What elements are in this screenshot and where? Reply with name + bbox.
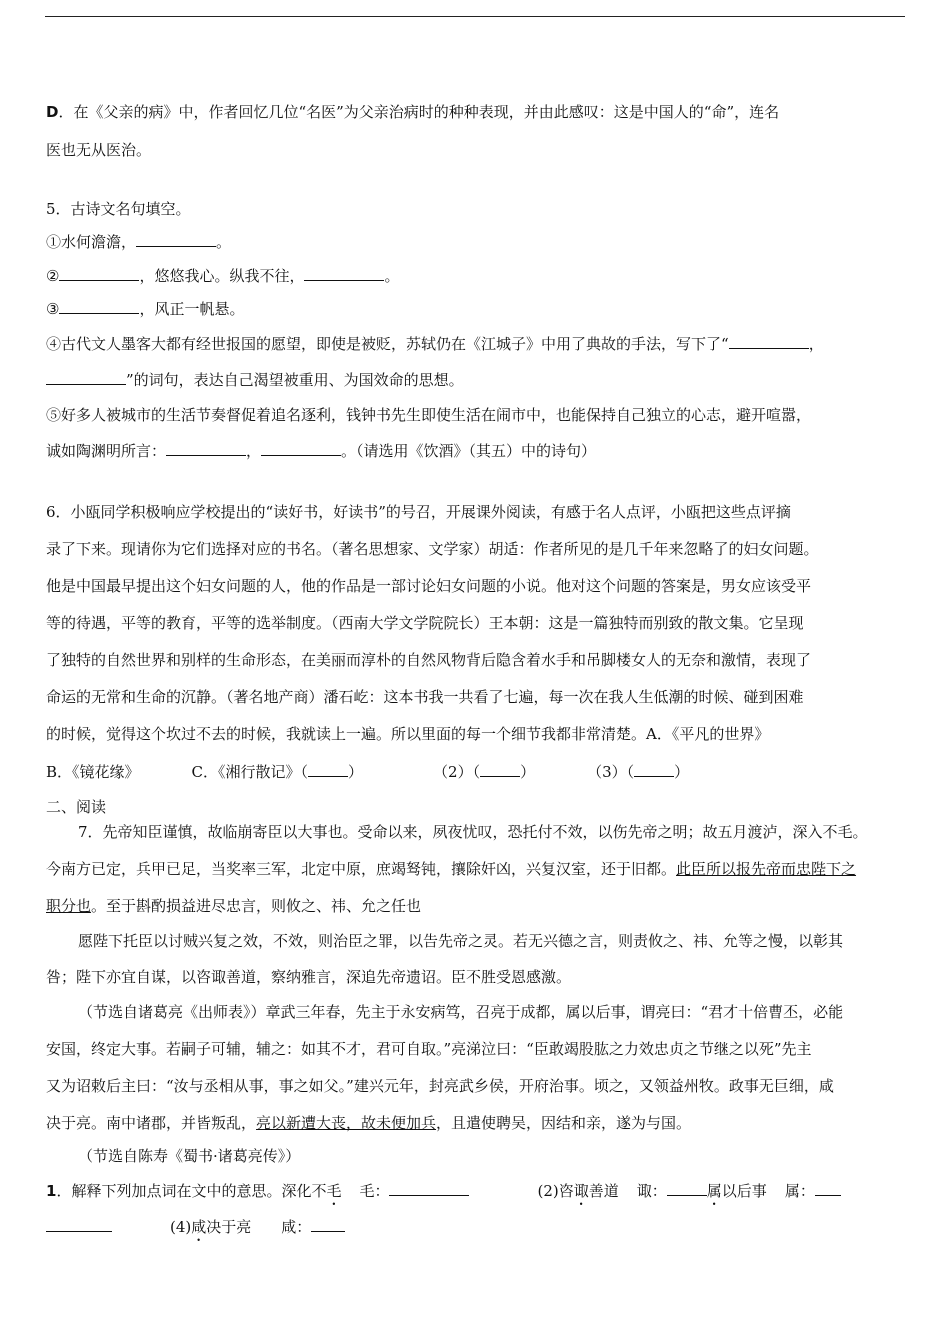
q1-number: 1 <box>46 1182 57 1200</box>
q5-item-1: ①水何澹澹， 。 <box>46 233 232 251</box>
q7-underlined-sentence: 此臣所以报先帝而忠陛下之 <box>676 860 857 878</box>
q6-options: B．《镜花缘》 C．《湘行散记》（ ） （2）（ ） （3）（ ） <box>46 763 690 781</box>
q5-item-5-line2: 诚如陶渊明所言： ， 。（请选用《饮酒》（其五）中的诗句） <box>46 442 597 460</box>
q1-line1: 1．解释下列加点词在文中的意思。深化不毛 毛： (2)咨诹善道 诹： 属以后事 属： <box>46 1181 911 1209</box>
q5-blank-3[interactable] <box>59 299 139 314</box>
q5-blank-2a[interactable] <box>59 266 139 281</box>
section-2-title: 二、阅读 <box>46 798 107 816</box>
q7-source: （节选自陈寿《蜀书·诸葛亮传》） <box>78 1147 301 1165</box>
q1-blank-1[interactable] <box>389 1181 469 1196</box>
q7-p3-line2: 安国，终定大事。若嗣子可辅，辅之：如其不才，君可自取。”亮涕泣曰：“臣敢竭股肱之力效忠贞之节继之以死”先主 <box>46 1040 812 1058</box>
q5-blank-4b[interactable] <box>46 370 126 385</box>
q6-line7: 的时候，觉得这个坎过不去的时候，我就读上一遍。所以里面的每一个细节我都非常清楚。A．《平凡的世界》 <box>46 725 770 743</box>
q1-blank-3b[interactable] <box>46 1217 112 1232</box>
q1-blank-4[interactable] <box>311 1217 345 1232</box>
q5-item-5-line1: ⑤好多人被城市的生活节奏督促着追名逐利，钱钟书先生即使生活在闹市中，也能保持自己独立的心志，避开喧嚣， <box>46 406 812 424</box>
q6-line1: 6．小瓯同学积极响应学校提出的“读好书，好读书”的号召，开展课外阅读，有感于名人点评，小瓯把这些点评摘 <box>46 503 791 521</box>
q6-line4: 等的待遇，平等的教育，平等的选举制度。（西南大学文学院院长）王本朝：这是一篇独特而别致的散文集。它呈现 <box>46 614 804 632</box>
q7-p1-line3: 职分也。至于斟酌损益进尽忠言，则攸之、祎、允之任也 <box>46 897 422 915</box>
q5-item-3: ③ ，风正一帆悬。 <box>46 300 245 318</box>
q4-option-d-line2: 医也无从医治。 <box>46 141 152 159</box>
q5-item-4-line1: ④古代文人墨客大都有经世报国的愿望，即使是被贬，苏轼仍在《江城子》中用了典故的手法，写下了“ ， <box>46 335 824 353</box>
q5-blank-5b[interactable] <box>261 441 341 456</box>
q4-option-d-line1: D．在《父亲的病》中，作者回忆几位“名医”为父亲治病时的种种表现，并由此感叹：这是中国人的“命”，连名 <box>46 103 780 121</box>
q7-p2-line2: 咎；陛下亦宜自谋，以咨诹善道，察纳雅言，深追先帝遗诏。臣不胜受恩感激。 <box>46 968 572 986</box>
q6-option-c: C．《湘行散记》（ <box>191 763 309 781</box>
q6-line5: 了独特的自然世界和别样的生命形态，在美丽而淳朴的自然风物背后隐含着水手和吊脚楼女人的无奈和激情，表现了 <box>46 651 812 669</box>
q6-line2: 录了下来。现请你为它们选择对应的书名。（著名思想家、文学家）胡适：作者所见的是几千年来忽略了的妇女问题。 <box>46 540 819 558</box>
q6-option-b: B．《镜花缘》 <box>46 763 140 781</box>
q7-p3-line4: 决于亮。南中诸郡，并皆叛乱，亮以新遭大丧，故未便加兵，且遣使聘吴，因结和亲，遂为与国。 <box>46 1114 692 1132</box>
q5-blank-1[interactable] <box>136 232 216 247</box>
q6-answer-2[interactable] <box>480 762 520 777</box>
q6-line3: 他是中国最早提出这个妇女问题的人，他的作品是一部讨论妇女问题的小说。他对这个问题的答案是，男女应该受平 <box>46 577 812 595</box>
q5-item-4-line2: ”的词句，表达自己渴望被重用、为国效命的思想。 <box>46 370 911 390</box>
q7-p1-line1: 7．先帝知臣谨慎，故临崩寄臣以大事也。受命以来，夙夜忧叹，恐托付不效，以伤先帝之明；故五月渡泸，深入不毛。 <box>78 823 868 841</box>
option-d-label: D <box>46 103 59 121</box>
q7-p3-line3: 又为诏敕后主曰：“汝与丞相从事，事之如父。”建兴元年，封亮武乡侯，开府治事。顷之，又领益州牧。政事无巨细，咸 <box>46 1077 834 1095</box>
top-rule <box>45 16 905 17</box>
q1-blank-3a[interactable] <box>815 1181 841 1196</box>
q7-p3-line1: （节选自诸葛亮《出师表》）章武三年春，先主于永安病笃，召亮于成都，属以后事，谓亮曰：“君才十倍曹丕，必能 <box>78 1003 844 1021</box>
q5-blank-5a[interactable] <box>166 441 246 456</box>
q6-answer-3[interactable] <box>634 762 674 777</box>
q6-answer-1[interactable] <box>308 762 348 777</box>
q5-title: 5．古诗文名句填空。 <box>46 200 191 218</box>
q7-p1-line2: 今南方已定，兵甲已足，当奖率三军，北定中原，庶竭驽钝，攘除奸凶，兴复汉室，还于旧都。此臣所以报先帝而忠陛下之 <box>46 860 857 878</box>
q5-blank-2b[interactable] <box>304 266 384 281</box>
q7-p2-line1: 愿陛下托臣以讨贼兴复之效，不效，则治臣之罪，以告先帝之灵。若无兴德之言，则责攸之、祎、允等之慢，以彰其 <box>78 932 844 950</box>
q5-blank-4a[interactable] <box>729 334 809 349</box>
q5-item-2: ② ，悠悠我心。纵我不往， 。 <box>46 267 400 285</box>
q1-line2: (4)咸决于亮 咸： <box>46 1217 911 1245</box>
q1-blank-2[interactable] <box>667 1181 707 1196</box>
q6-line6: 命运的无常和生命的沉静。（著名地产商）潘石屹：这本书我一共看了七遍，每一次在我人生低潮的时候、碰到困难 <box>46 688 804 706</box>
q7-underlined-sentence-2: 亮以新遭大丧，故未便加兵 <box>256 1114 437 1132</box>
